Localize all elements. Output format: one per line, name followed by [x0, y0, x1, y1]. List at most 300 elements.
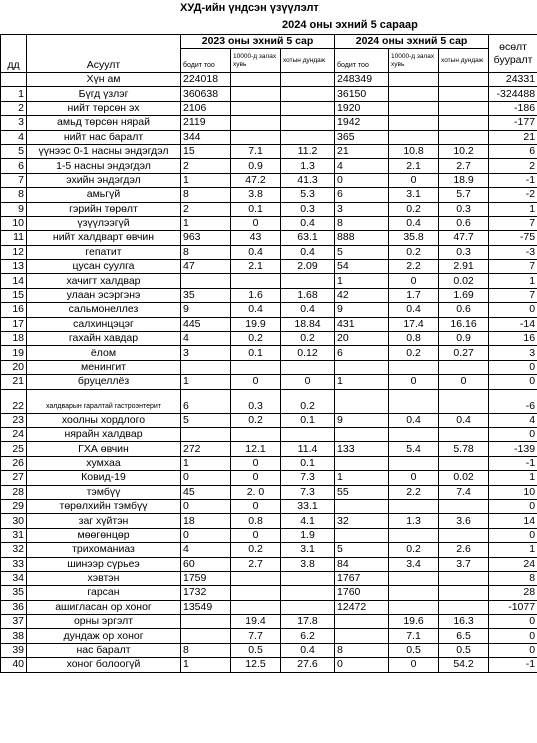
row-number: 16	[1, 303, 27, 317]
indicator-name: нярайн халдвар	[27, 427, 181, 441]
indicator-name: орны эргэлт	[27, 615, 181, 629]
avg-2023: 41.3	[281, 173, 335, 187]
indicator-name: трихоманиаз	[27, 543, 181, 557]
indicator-name: ёлом	[27, 346, 181, 360]
row-number	[1, 73, 27, 87]
row-number: 26	[1, 456, 27, 470]
rate-2024: 1.7	[389, 288, 439, 302]
count-2023: 18	[181, 514, 231, 528]
row-number: 5	[1, 144, 27, 158]
row-number: 4	[1, 130, 27, 144]
table-row	[1, 442, 537, 456]
count-2024: 42	[335, 288, 389, 302]
table-row	[1, 427, 537, 441]
rate-2024: 2.2	[389, 485, 439, 499]
rate-2023: 0	[231, 216, 281, 230]
count-2024: 20	[335, 332, 389, 346]
diff-value: 4	[489, 413, 537, 427]
rate-2024	[389, 600, 439, 614]
table-row	[1, 231, 537, 245]
avg-2023: 2.09	[281, 260, 335, 274]
avg-2024	[439, 130, 489, 144]
count-2023: 4	[181, 332, 231, 346]
indicator-name: нийт халдварт өвчин	[27, 231, 181, 245]
count-2023	[181, 629, 231, 643]
indicator-name: хоолны хордлого	[27, 413, 181, 427]
count-2024: 1	[335, 375, 389, 389]
count-2023: 1	[181, 216, 231, 230]
diff-value: -1	[489, 658, 537, 672]
indicator-name: шинээр сүрьеэ	[27, 557, 181, 571]
rate-2024: 0	[389, 375, 439, 389]
rate-2024: 0.2	[389, 346, 439, 360]
table-row	[1, 303, 537, 317]
rate-2024: 10.8	[389, 144, 439, 158]
row-number: 13	[1, 260, 27, 274]
table-row	[1, 216, 537, 230]
avg-2024: 0.4	[439, 413, 489, 427]
diff-value: 21	[489, 130, 537, 144]
row-number: 39	[1, 643, 27, 657]
rate-2024: 2.2	[389, 260, 439, 274]
count-2024	[335, 528, 389, 542]
avg-2023: 27.6	[281, 658, 335, 672]
rate-2023: 0.9	[231, 159, 281, 173]
diff-value: 1	[489, 274, 537, 288]
row-number: 21	[1, 375, 27, 389]
rate-2024: 0	[389, 658, 439, 672]
header-rate-2024: 10000-д залах хувь	[389, 49, 439, 73]
count-2024: 1767	[335, 571, 389, 585]
count-2024: 365	[335, 130, 389, 144]
avg-2024: 0.6	[439, 303, 489, 317]
table-row	[1, 101, 537, 115]
avg-2024: 54.2	[439, 658, 489, 672]
rate-2023: 12.5	[231, 658, 281, 672]
count-2023: 9	[181, 303, 231, 317]
rate-2023	[231, 586, 281, 600]
avg-2024: 3.6	[439, 514, 489, 528]
count-2023: 45	[181, 485, 231, 499]
header-dd: дд	[1, 35, 27, 73]
indicator-name: гарсан	[27, 586, 181, 600]
avg-2024: 6.5	[439, 629, 489, 643]
diff-value: -324488	[489, 87, 537, 101]
row-number: 10	[1, 216, 27, 230]
rate-2023: 0	[231, 456, 281, 470]
rate-2024	[389, 586, 439, 600]
row-number: 36	[1, 600, 27, 614]
avg-2023	[281, 360, 335, 374]
rate-2023	[231, 73, 281, 87]
avg-2023	[281, 600, 335, 614]
rate-2024: 0.2	[389, 245, 439, 259]
count-2024: 5	[335, 543, 389, 557]
avg-2023	[281, 571, 335, 585]
row-number: 1	[1, 87, 27, 101]
indicator-name: нийт нас баралт	[27, 130, 181, 144]
avg-2024: 1.69	[439, 288, 489, 302]
row-number: 37	[1, 615, 27, 629]
count-2023	[181, 427, 231, 441]
row-number: 6	[1, 159, 27, 173]
avg-2024: 0.6	[439, 216, 489, 230]
avg-2024	[439, 360, 489, 374]
count-2024: 54	[335, 260, 389, 274]
rate-2023	[231, 571, 281, 585]
avg-2024	[439, 116, 489, 130]
rate-2023: 0	[231, 499, 281, 513]
diff-value: -6	[489, 389, 537, 413]
count-2023: 1	[181, 173, 231, 187]
rate-2024: 35.8	[389, 231, 439, 245]
avg-2023: 0.1	[281, 413, 335, 427]
rate-2023	[231, 427, 281, 441]
avg-2023	[281, 116, 335, 130]
avg-2023: 4.1	[281, 514, 335, 528]
avg-2023: 33.1	[281, 499, 335, 513]
diff-value: 2	[489, 159, 537, 173]
diff-value: 1	[489, 471, 537, 485]
row-number: 34	[1, 571, 27, 585]
indicator-name: ГХА өвчин	[27, 442, 181, 456]
table-row	[1, 260, 537, 274]
rate-2023: 0	[231, 528, 281, 542]
rate-2024: 0	[389, 471, 439, 485]
avg-2024: 16.3	[439, 615, 489, 629]
rate-2023: 47.2	[231, 173, 281, 187]
rate-2023: 19.9	[231, 317, 281, 331]
count-2023: 3	[181, 346, 231, 360]
table-row	[1, 375, 537, 389]
header-count-2024: бодит тоо	[335, 49, 389, 73]
count-2023: 445	[181, 317, 231, 331]
table-row	[1, 600, 537, 614]
avg-2023: 0.4	[281, 216, 335, 230]
indicator-name: гахайн хавдар	[27, 332, 181, 346]
diff-value: 1	[489, 543, 537, 557]
indicator-name: хачигт халдвар	[27, 274, 181, 288]
indicator-name: төрөлхийн тэмбүү	[27, 499, 181, 513]
indicator-name: менингит	[27, 360, 181, 374]
count-2024: 32	[335, 514, 389, 528]
table-row	[1, 629, 537, 643]
diff-value: 0	[489, 615, 537, 629]
rate-2023	[231, 130, 281, 144]
count-2023: 35	[181, 288, 231, 302]
indicator-name: Ковид-19	[27, 471, 181, 485]
table-row	[1, 389, 537, 413]
indicator-name: амьгүй	[27, 188, 181, 202]
indicator-name: Бүгд үзлэг	[27, 87, 181, 101]
table-row	[1, 485, 537, 499]
indicator-table	[0, 34, 537, 673]
diff-value: -14	[489, 317, 537, 331]
table-row	[1, 116, 537, 130]
row-number: 24	[1, 427, 27, 441]
table-row	[1, 514, 537, 528]
avg-2024	[439, 389, 489, 413]
indicator-name: ашигласан ор хоног	[27, 600, 181, 614]
table-row	[1, 144, 537, 158]
avg-2024	[439, 101, 489, 115]
count-2024: 8	[335, 643, 389, 657]
diff-value: -186	[489, 101, 537, 115]
avg-2024	[439, 87, 489, 101]
count-2023: 1	[181, 375, 231, 389]
count-2023: 1732	[181, 586, 231, 600]
rate-2024: 2.1	[389, 159, 439, 173]
rate-2023: 12.1	[231, 442, 281, 456]
avg-2024: 0.3	[439, 202, 489, 216]
rate-2024: 0.4	[389, 413, 439, 427]
diff-value: 0	[489, 643, 537, 657]
count-2024	[335, 456, 389, 470]
indicator-name: дундаж ор хоног	[27, 629, 181, 643]
row-number: 25	[1, 442, 27, 456]
rate-2024	[389, 116, 439, 130]
diff-value: 10	[489, 485, 537, 499]
rate-2024	[389, 73, 439, 87]
table-row	[1, 413, 537, 427]
table-row	[1, 332, 537, 346]
avg-2023: 0.4	[281, 303, 335, 317]
header-diff: өсөлт бууралт	[489, 35, 537, 73]
rate-2023	[231, 101, 281, 115]
count-2023: 2119	[181, 116, 231, 130]
report-title: ХУД-ийн үндсэн үзүүлэлт	[180, 2, 319, 14]
count-2023: 272	[181, 442, 231, 456]
row-number: 18	[1, 332, 27, 346]
diff-value: 16	[489, 332, 537, 346]
rate-2023: 0.1	[231, 346, 281, 360]
count-2024: 9	[335, 413, 389, 427]
count-2023: 0	[181, 528, 231, 542]
avg-2024	[439, 528, 489, 542]
rate-2024: 1.3	[389, 514, 439, 528]
count-2024: 4	[335, 159, 389, 173]
count-2023: 224018	[181, 73, 231, 87]
avg-2023: 17.8	[281, 615, 335, 629]
count-2024: 21	[335, 144, 389, 158]
row-number: 27	[1, 471, 27, 485]
indicator-name: үзүүлээгүй	[27, 216, 181, 230]
header-rate-2023: 10000-д залах хувь	[231, 49, 281, 73]
diff-value: 1	[489, 202, 537, 216]
rate-2023: 7.7	[231, 629, 281, 643]
rate-2024: 3.4	[389, 557, 439, 571]
count-2024: 888	[335, 231, 389, 245]
avg-2023: 11.2	[281, 144, 335, 158]
count-2023	[181, 274, 231, 288]
rate-2023: 0.5	[231, 643, 281, 657]
rate-2023: 3.8	[231, 188, 281, 202]
count-2024: 9	[335, 303, 389, 317]
avg-2023: 0.2	[281, 332, 335, 346]
indicator-name: гэрийн төрөлт	[27, 202, 181, 216]
row-number: 9	[1, 202, 27, 216]
indicator-name: Хүн ам	[27, 73, 181, 87]
rate-2023: 2.1	[231, 260, 281, 274]
rate-2023: 0	[231, 471, 281, 485]
rate-2023: 0.3	[231, 389, 281, 413]
count-2024: 55	[335, 485, 389, 499]
avg-2024	[439, 73, 489, 87]
rate-2024: 0.2	[389, 543, 439, 557]
rate-2024: 0.8	[389, 332, 439, 346]
count-2023: 2106	[181, 101, 231, 115]
avg-2023: 0.3	[281, 202, 335, 216]
row-number: 38	[1, 629, 27, 643]
indicator-name: хоног болоогүй	[27, 658, 181, 672]
count-2024: 84	[335, 557, 389, 571]
avg-2023	[281, 427, 335, 441]
count-2024: 0	[335, 173, 389, 187]
row-number: 11	[1, 231, 27, 245]
avg-2023: 7.3	[281, 485, 335, 499]
avg-2024	[439, 600, 489, 614]
count-2023: 2	[181, 202, 231, 216]
rate-2024: 0.4	[389, 303, 439, 317]
row-number: 33	[1, 557, 27, 571]
avg-2023: 3.1	[281, 543, 335, 557]
row-number: 23	[1, 413, 27, 427]
avg-2023: 0	[281, 375, 335, 389]
indicator-name: нас баралт	[27, 643, 181, 657]
count-2023: 1	[181, 456, 231, 470]
table-row	[1, 586, 537, 600]
avg-2024: 2.7	[439, 159, 489, 173]
table-row	[1, 130, 537, 144]
table-row	[1, 346, 537, 360]
table-row	[1, 456, 537, 470]
rate-2023	[231, 274, 281, 288]
table-row	[1, 73, 537, 87]
rate-2024	[389, 101, 439, 115]
count-2023	[181, 360, 231, 374]
table-row	[1, 360, 537, 374]
avg-2023: 11.4	[281, 442, 335, 456]
diff-value: 0	[489, 375, 537, 389]
count-2023: 1759	[181, 571, 231, 585]
rate-2023: 0.2	[231, 543, 281, 557]
count-2024: 5	[335, 245, 389, 259]
diff-value: 7	[489, 288, 537, 302]
avg-2024: 7.4	[439, 485, 489, 499]
count-2023: 60	[181, 557, 231, 571]
count-2023: 344	[181, 130, 231, 144]
row-number: 14	[1, 274, 27, 288]
indicator-name: тэмбүү	[27, 485, 181, 499]
report-title-row	[0, 0, 537, 17]
count-2024: 1920	[335, 101, 389, 115]
avg-2024: 0	[439, 375, 489, 389]
count-2024: 6	[335, 346, 389, 360]
avg-2024: 16.16	[439, 317, 489, 331]
indicator-name: эхийн эндэгдэл	[27, 173, 181, 187]
rate-2024	[389, 87, 439, 101]
avg-2024: 0.27	[439, 346, 489, 360]
rate-2023	[231, 600, 281, 614]
indicator-name: хэвтэн	[27, 571, 181, 585]
avg-2023: 0.4	[281, 245, 335, 259]
rate-2023: 0.2	[231, 332, 281, 346]
avg-2023: 1.3	[281, 159, 335, 173]
avg-2024: 47.7	[439, 231, 489, 245]
avg-2024: 2.91	[439, 260, 489, 274]
avg-2023: 63.1	[281, 231, 335, 245]
diff-value: 24	[489, 557, 537, 571]
avg-2024: 0.3	[439, 245, 489, 259]
count-2023: 13549	[181, 600, 231, 614]
count-2023: 0	[181, 471, 231, 485]
avg-2023: 18.84	[281, 317, 335, 331]
count-2023: 4	[181, 543, 231, 557]
count-2023: 15	[181, 144, 231, 158]
avg-2024: 0.02	[439, 471, 489, 485]
rate-2024: 7.1	[389, 629, 439, 643]
count-2024: 1	[335, 274, 389, 288]
avg-2023: 0.2	[281, 389, 335, 413]
row-number: 19	[1, 346, 27, 360]
count-2024	[335, 499, 389, 513]
rate-2023: 43	[231, 231, 281, 245]
diff-value: 0	[489, 360, 537, 374]
indicator-name: бруцеллёз	[27, 375, 181, 389]
diff-value: 0	[489, 427, 537, 441]
table-row	[1, 288, 537, 302]
diff-value: 0	[489, 499, 537, 513]
row-number: 20	[1, 360, 27, 374]
avg-2023	[281, 73, 335, 87]
count-2023: 6	[181, 389, 231, 413]
rate-2023: 7.1	[231, 144, 281, 158]
indicator-name: амьд төрсөн нярай	[27, 116, 181, 130]
rate-2024: 17.4	[389, 317, 439, 331]
rate-2024: 3.1	[389, 188, 439, 202]
count-2023: 1	[181, 658, 231, 672]
indicator-name: нийт төрсөн эх	[27, 101, 181, 115]
avg-2024	[439, 571, 489, 585]
diff-value: 14	[489, 514, 537, 528]
diff-value: -75	[489, 231, 537, 245]
diff-value: -1	[489, 456, 537, 470]
avg-2023	[281, 274, 335, 288]
avg-2023	[281, 130, 335, 144]
count-2023: 963	[181, 231, 231, 245]
count-2023: 2	[181, 159, 231, 173]
avg-2024: 10.2	[439, 144, 489, 158]
row-number: 3	[1, 116, 27, 130]
diff-value: -177	[489, 116, 537, 130]
diff-value: -1	[489, 173, 537, 187]
count-2023: 360638	[181, 87, 231, 101]
avg-2024: 0.5	[439, 643, 489, 657]
table-row	[1, 643, 537, 657]
table-row	[1, 87, 537, 101]
avg-2024: 18.9	[439, 173, 489, 187]
rate-2023: 0.1	[231, 202, 281, 216]
row-number: 15	[1, 288, 27, 302]
rate-2023	[231, 87, 281, 101]
avg-2024: 5.7	[439, 188, 489, 202]
table-row	[1, 202, 537, 216]
diff-value: 0	[489, 303, 537, 317]
count-2024: 1760	[335, 586, 389, 600]
row-number: 35	[1, 586, 27, 600]
diff-value: 7	[489, 216, 537, 230]
rate-2024: 0.5	[389, 643, 439, 657]
